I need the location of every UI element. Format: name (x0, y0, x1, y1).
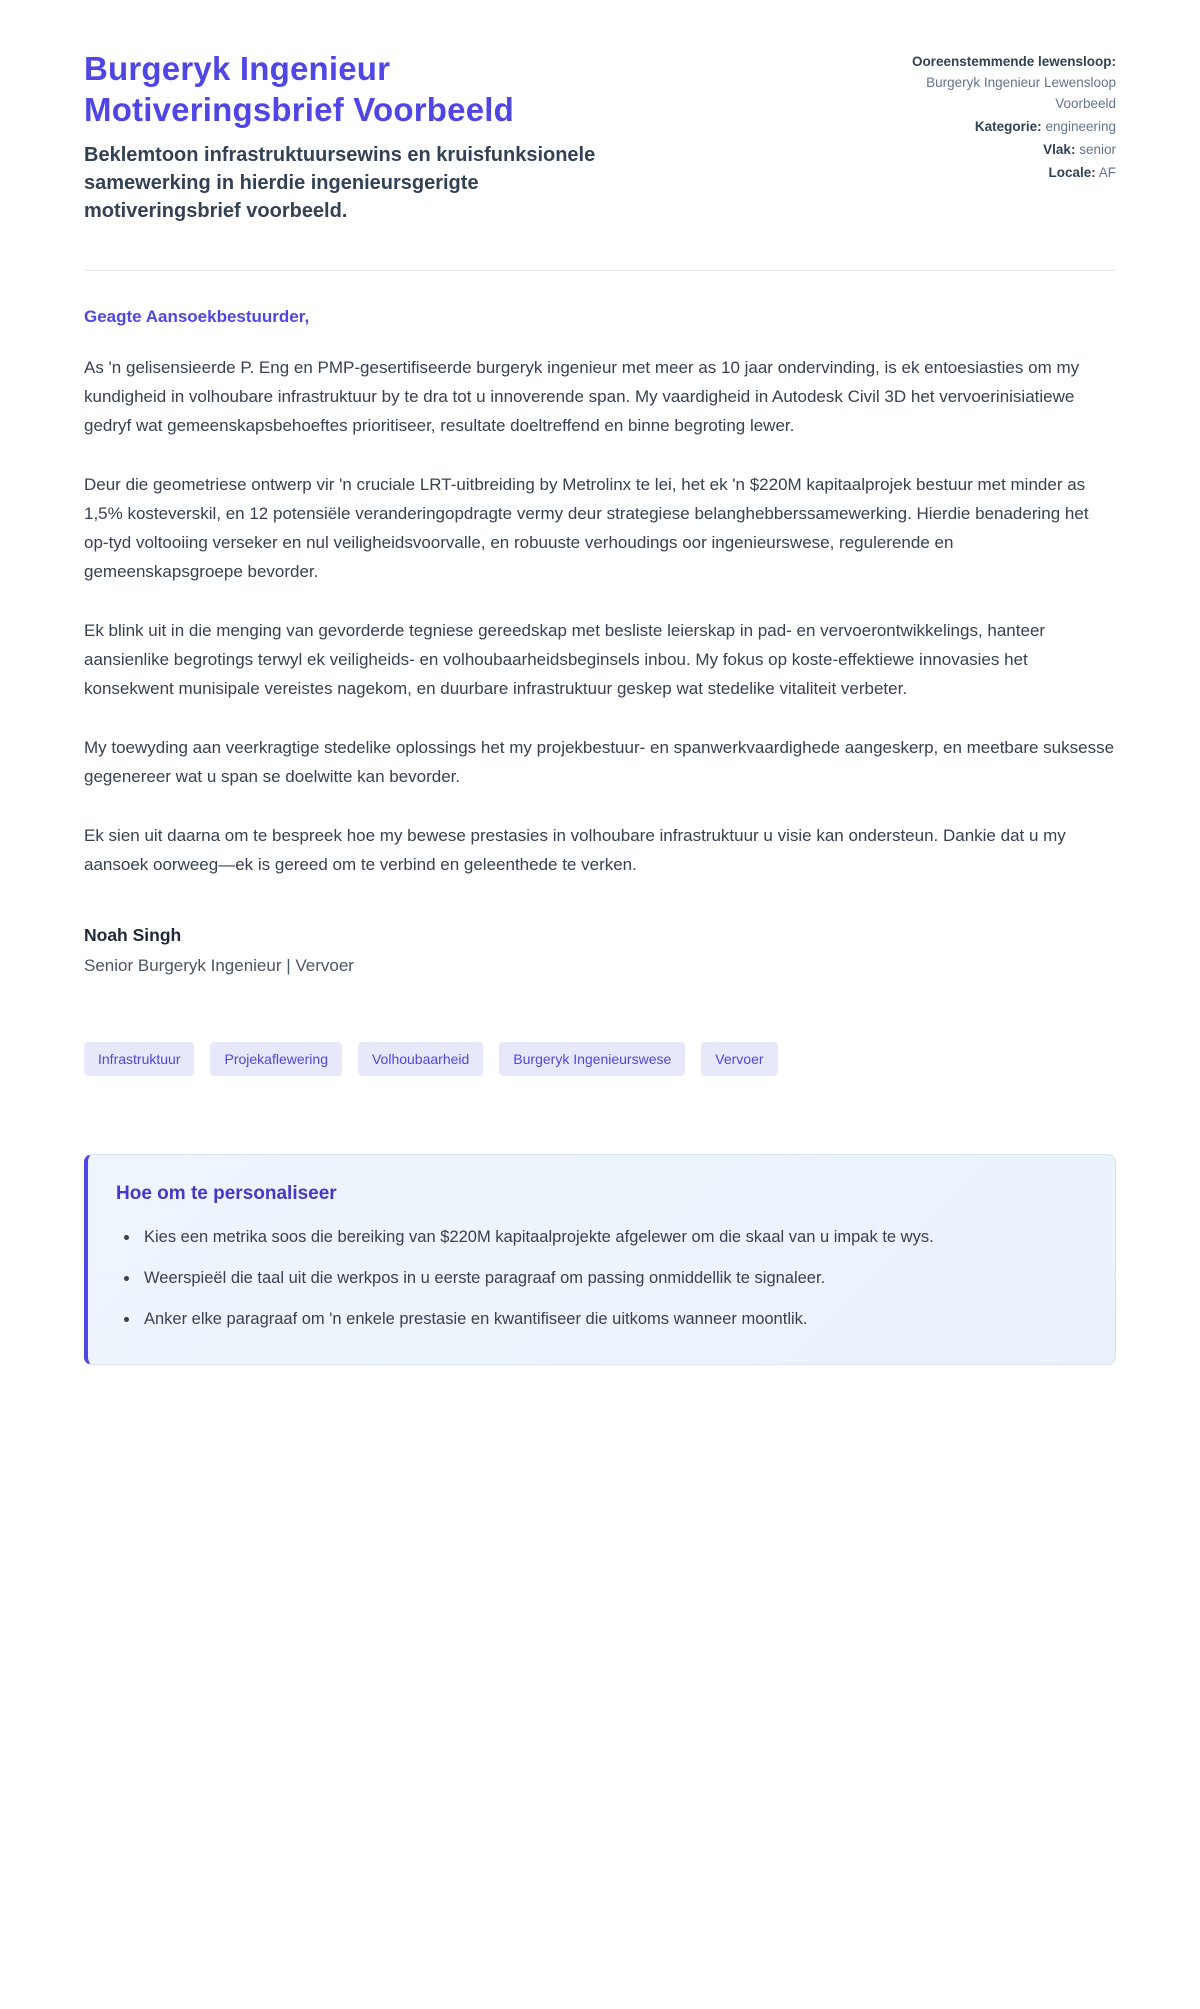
tag-vervoer[interactable]: Vervoer (701, 1042, 777, 1076)
letter-body (84, 271, 1116, 976)
meta-level (906, 140, 1116, 161)
page-title: Burgeryk Ingenieur Motiveringsbrief Voorbeeld (84, 50, 514, 129)
tag-list (84, 1042, 1116, 1076)
callout-title: Hoe om te personaliseer (116, 1182, 337, 1204)
callout-item-1: • Kies een metrika soos die bereiking van $220M kapitaalprojekte afgelewer om die skaal van u impak te wys. (140, 1223, 1085, 1252)
tag-burgeryk-ingenieurswese[interactable]: Burgeryk Ingenieurswese (499, 1042, 685, 1076)
meta-value: AF (1098, 164, 1116, 180)
letter-paragraph-3: Ek blink uit in die menging van gevorderde tegniese gereedskap met besliste leierskap in pad- en vervoerontwikkelings, hanteer aansienlike begrotings terwyl ek veiligheids- en volhoubaarheidsbeginsels inbou. My fokus op koste-effektiewe innovasies het konsekwent munisipale vereistes nagekom, en duurbare infrastruktuur geskep wat stedelike vitaliteit verbeter. (84, 620, 1046, 698)
page (84, 0, 1116, 1365)
meta-label: Locale: (1048, 164, 1096, 180)
meta-value: senior (1079, 141, 1116, 157)
signature-title: Senior Burgeryk Ingenieur | Vervoer (84, 955, 354, 975)
header (84, 48, 1116, 226)
meta-panel (906, 48, 1116, 186)
tag-projekaflewering[interactable]: Projekaflewering (210, 1042, 342, 1076)
tag-infrastruktuur[interactable]: Infrastruktuur (84, 1042, 194, 1076)
meta-label: Kategorie: (974, 118, 1042, 134)
callout-list (116, 1223, 1085, 1334)
personalization-callout (84, 1154, 1116, 1365)
salutation: Geagte Aansoekbestuurder, (84, 306, 310, 326)
signature-name: Noah Singh (84, 924, 182, 945)
meta-locale (906, 163, 1116, 184)
meta-value: Burgeryk Ingenieur Lewensloop Voorbeeld (926, 74, 1116, 111)
meta-matching-resume (906, 52, 1116, 115)
letter-paragraph-4: My toewyding aan veerkragtige stedelike oplossings het my projekbestuur- en spanwerkvaardighede aangeskerp, en meetbare suksesse gegenereer wat u span se doelwitte kan bevorder. (84, 737, 1115, 786)
letter-paragraph-5: Ek sien uit daarna om te bespreek hoe my bewese prestasies in volhoubare infrastruktuur u visie kan ondersteun. Dankie dat u my aansoek oorweeg—ek is gereed om te verbind en geleenthede te verken. (84, 825, 1066, 874)
header-title-block (84, 48, 644, 226)
meta-value: engineering (1045, 118, 1116, 134)
page-subtitle: Beklemtoon infrastruktuursewins en kruisfunksionele samewerking in hierdie ingenieursgerigte motiveringsbrief voorbeeld. (84, 143, 596, 223)
meta-label: Ooreenstemmende lewensloop: (911, 54, 1116, 69)
letter-paragraph-1: As 'n gelisensieerde P. Eng en PMP-gesertifiseerde burgeryk ingenieur met meer as 10 jaar ondervinding, is ek entoesiasties om my kundigheid in volhoubare infrastruktuur by te dra tot u innoverende span. My vaardigheid in Autodesk Civil 3D het vervoerinisiatiewe gedryf wat gemeenskapsbehoeftes prioritiseer, resultate doeltreffend en binne begroting lewer. (84, 357, 1080, 435)
letter-paragraph-2: Deur die geometriese ontwerp vir 'n cruciale LRT-uitbreiding by Metrolinx te lei, het ek 'n $220M kapitaalprojek bestuur met minder as 1,5% kosteverskil, en 12 potensiële veranderingopdragte vermy deur strategiese belanghebberssamewerking. Hierdie benadering het op-tyd voltooiing verseker en nul veiligheidsvoorvalle, en robuuste verhoudings oor ingenieurswese, regulerende en gemeenskapsgroepe bevorder. (84, 474, 1089, 581)
tag-volhoubaarheid[interactable]: Volhoubaarheid (358, 1042, 483, 1076)
meta-label: Vlak: (1043, 141, 1076, 157)
meta-category (906, 117, 1116, 138)
callout-item-2: • Weerspieël die taal uit die werkpos in u eerste paragraaf om passing onmiddellik te signaleer. (140, 1264, 1085, 1293)
callout-item-3: • Anker elke paragraaf om 'n enkele prestasie en kwantifiseer die uitkoms wanneer moontlik. (140, 1305, 1085, 1334)
